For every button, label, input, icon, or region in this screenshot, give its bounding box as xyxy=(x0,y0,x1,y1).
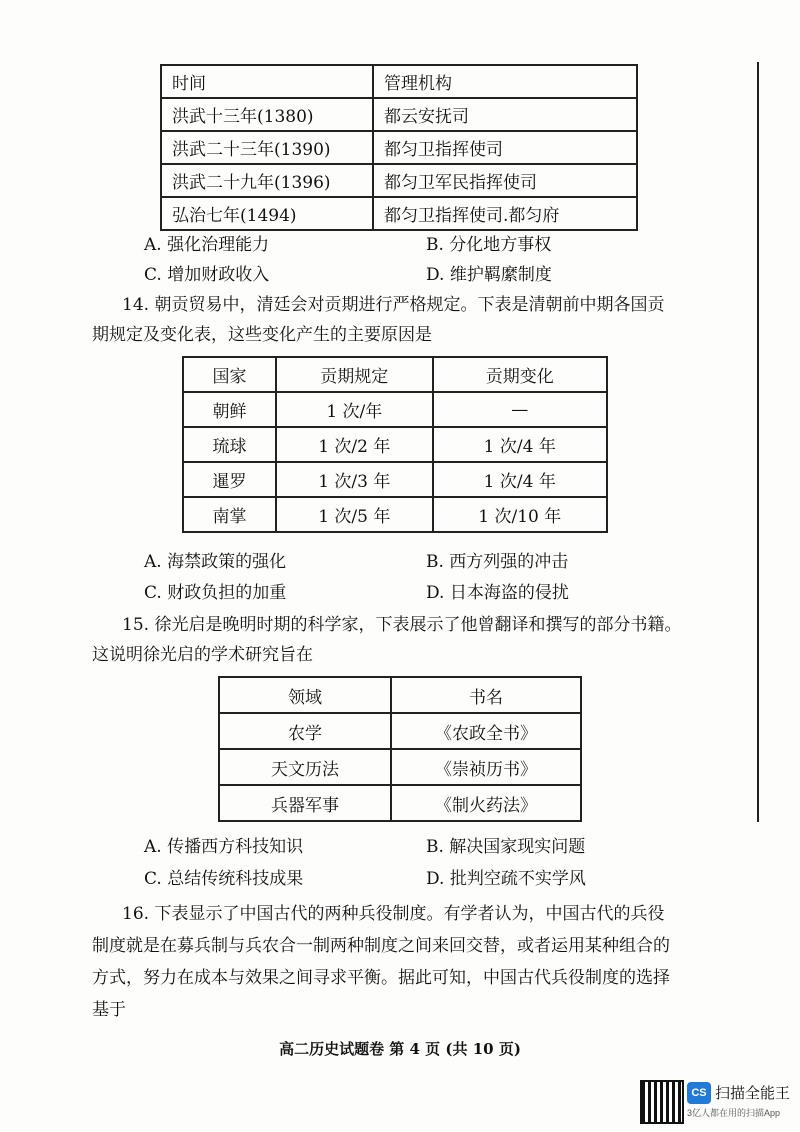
camscanner-brand: 扫描全能王 xyxy=(715,1085,791,1102)
q13-option-a: A. 强化治理能力 xyxy=(144,235,270,255)
table-header: 贡期规定 xyxy=(276,357,432,392)
table-header: 管理机构 xyxy=(373,65,637,98)
table-cell: 《制火药法》 xyxy=(391,785,581,821)
q14-line: 期规定及变化表，这些变化产生的主要原因是 xyxy=(92,325,432,345)
table-cell: 琉球 xyxy=(183,427,276,462)
table-cell: 南掌 xyxy=(183,497,276,532)
tribute-period-table xyxy=(182,356,608,533)
q14-option-c: C. 财政负担的加重 xyxy=(144,583,287,603)
q13-option-c: C. 增加财政收入 xyxy=(144,265,270,285)
table-cell: 1 次/4 年 xyxy=(433,427,607,462)
table-cell: 暹罗 xyxy=(183,462,276,497)
table-cell: 1 次/10 年 xyxy=(433,497,607,532)
q14-option-b: B. 西方列强的冲击 xyxy=(426,552,569,572)
q13-option-d: D. 维护羁縻制度 xyxy=(426,265,552,285)
table-cell: 洪武二十三年(1390) xyxy=(161,131,373,164)
page-footer: 高二历史试题卷 第 4 页 (共 10 页) xyxy=(279,1040,521,1058)
table-cell: 都匀卫军民指挥使司 xyxy=(373,164,637,197)
table-cell: 农学 xyxy=(219,713,391,749)
table-row xyxy=(183,427,607,462)
q15-line: 这说明徐光启的学术研究旨在 xyxy=(92,645,313,665)
table-header: 领域 xyxy=(219,677,391,713)
qr-code-icon xyxy=(640,1080,684,1124)
table-cell: 1 次/3 年 xyxy=(276,462,432,497)
q14-line: 14. 朝贡贸易中，清廷会对贡期进行严格规定。下表是清朝前中期各国贡 xyxy=(122,295,665,315)
table-cell: 《农政全书》 xyxy=(391,713,581,749)
table-cell: 1 次/5 年 xyxy=(276,497,432,532)
table-header: 国家 xyxy=(183,357,276,392)
q16-line: 制度就是在募兵制与兵农合一制两种制度之间来回交替，或者运用某种组合的 xyxy=(92,936,670,956)
table-cell: 《崇祯历书》 xyxy=(391,749,581,785)
books-table xyxy=(218,676,582,822)
table-row xyxy=(219,713,581,749)
table-row xyxy=(219,785,581,821)
table-header: 书名 xyxy=(391,677,581,713)
table-cell: 1 次/4 年 xyxy=(433,462,607,497)
table-row xyxy=(161,164,637,197)
governance-table xyxy=(160,64,638,231)
table-cell: 都匀卫指挥使司.都匀府 xyxy=(373,197,637,230)
table-row xyxy=(161,98,637,131)
table-cell: 朝鲜 xyxy=(183,392,276,427)
table-cell: 都云安抚司 xyxy=(373,98,637,131)
q14-option-a: A. 海禁政策的强化 xyxy=(144,552,287,572)
table-row xyxy=(219,749,581,785)
q14-stem xyxy=(92,290,732,350)
table-row xyxy=(183,462,607,497)
q15-option-c: C. 总结传统科技成果 xyxy=(144,869,304,889)
table-row xyxy=(161,197,637,230)
table-cell: 洪武十三年(1380) xyxy=(161,98,373,131)
q15-option-b: B. 解决国家现实问题 xyxy=(426,837,586,857)
q16-line: 16. 下表显示了中国古代的两种兵役制度。有学者认为，中国古代的兵役 xyxy=(122,904,665,924)
q16-stem xyxy=(92,898,732,1026)
q15-line: 15. 徐光启是晚明时期的科学家，下表展示了他曾翻译和撰写的部分书籍。 xyxy=(122,615,682,635)
camscanner-logo: CS xyxy=(687,1082,711,1104)
binding-margin-line xyxy=(757,62,759,822)
table-cell: 1 次/2 年 xyxy=(276,427,432,462)
table-row xyxy=(183,497,607,532)
table-header: 贡期变化 xyxy=(433,357,607,392)
q15-option-d: D. 批判空疏不实学风 xyxy=(426,869,586,889)
table-row xyxy=(183,392,607,427)
camscanner-tagline: 3亿人都在用的扫描App xyxy=(687,1108,781,1118)
q15-stem xyxy=(92,610,732,670)
table-header-row xyxy=(183,357,607,392)
q16-line: 方式，努力在成本与效果之间寻求平衡。据此可知，中国古代兵役制度的选择 xyxy=(92,968,670,988)
table-header-row xyxy=(161,65,637,98)
q15-option-a: A. 传播西方科技知识 xyxy=(144,837,304,857)
table-cell: 1 次/年 xyxy=(276,392,432,427)
table-cell: 都匀卫指挥使司 xyxy=(373,131,637,164)
q14-option-d: D. 日本海盗的侵扰 xyxy=(426,583,569,603)
table-cell: 弘治七年(1494) xyxy=(161,197,373,230)
table-row xyxy=(161,131,637,164)
q16-line: 基于 xyxy=(92,1000,126,1020)
table-header-row xyxy=(219,677,581,713)
q13-option-b: B. 分化地方事权 xyxy=(426,235,552,255)
table-cell: 洪武二十九年(1396) xyxy=(161,164,373,197)
table-cell: — xyxy=(433,392,607,427)
table-header: 时间 xyxy=(161,65,373,98)
table-cell: 兵器军事 xyxy=(219,785,391,821)
table-cell: 天文历法 xyxy=(219,749,391,785)
